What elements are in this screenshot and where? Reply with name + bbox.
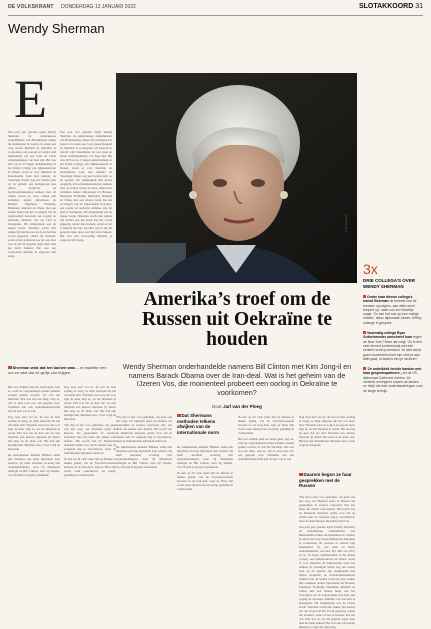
sidebar-item bbox=[363, 295, 423, 325]
column-text: Het zou ordinair heel het beeld gaan, zegt ze, want de vergaderingen zonder jammer zouden gemist worden. Zo wel het Sherman. 'Dat was nou een ding,' zegt ze, 'dat er eens toch zo'n een gesprek was.' Stemmen aan een onderhandelaarstafel zijn de kern van je vak. bbox=[238, 437, 294, 461]
sidebar-item bbox=[363, 367, 423, 393]
article-column-5 bbox=[116, 415, 172, 607]
column-text: De Amerikaanse minister Blinken wilde met Sherman een hoge diplomaat naar Genève. Zij heeft decennia ervaring met onderhandelingen, eerst bij Madeleine Albright en Bill Clinton, later bij Obama. Voor Poetin is zij geen onbekende. bbox=[8, 453, 60, 477]
section-name: SLOTAKKOORD bbox=[358, 3, 414, 10]
subhead-text: Dat Shermans methoden telkens afwijken van de internationale norm bbox=[177, 413, 220, 435]
pull-quote-1 bbox=[8, 365, 112, 375]
column-text: 'Ik heb op dit vlak vaker met de Russen te maken gehad, van de Noord-Koreaanse kwestie tot de Iran-deal,' zegt ze. Haar stijl wordt vaak omschreven als rustig, geduldig en vasthoudend. bbox=[177, 471, 233, 491]
portrait-photo bbox=[116, 73, 357, 283]
page-number: 31 bbox=[415, 3, 423, 10]
newspaper-name: DE VOLKSKRANT bbox=[8, 4, 54, 10]
square-bullet-icon bbox=[299, 473, 303, 477]
article-column-6 bbox=[177, 445, 233, 607]
pull-quote-lead: Sherman wist dat het lachen was bbox=[12, 365, 76, 370]
sidebar-count: 3x bbox=[363, 261, 378, 277]
sidebar-item bbox=[363, 331, 423, 361]
byline-author: Jarl van der Ploeg bbox=[223, 404, 262, 409]
column-text: Een paar jaar geleden legde Wendy Sherman, de Amerikaanse onderminister van Buitenlandse Zaken die momenteel in Genève in onzen een toog tussen Rusland en Oekraïne te voorkomen, uit waarom ze wereld wijd bekendstaat als een taaie en harde onderhandelaars van haar tijd. Het was 2015 en na 15 dagen onderhandelen in het Palais Coburg, een rijkheerenhotel in Wenen, stond er voor Sherman de buitenlandse zaak laar namens de Verenigde Staten nog een laatste punt op de agenda: een eindgesprek met Abbas Araghchi, de hoofdonderhandelaar namens Iran. Al weken waren de twee, samen met termalten andere diplomaten uit Brussel, Engeland, Frankrijk, Duitsland, Rusland en China, met een andere bezig dan het voorzagen van de zogenoemde Iran-deal, een poging de nucleaire ambities van dat land te beteugelen. Dit eindgesprek was de laatste horde. Sherman wacht met enkele tijd slechts een uur (toen had het avond gegeten), omdat elk moment, zodat ze het al kleurde hoe het ook alles wat ze aan dit gesprek tegen deze deal het liefst bekend. Het was een volwaardig minister te ongeveer zijn terug. bbox=[60, 130, 112, 242]
column-text: 'Ik heb op dit vlak vaker met de Russen te maken gehad, van de Noord-Koreaanse kwestie tot de Iran-deal,' zegt ze. Haar stijl wordt vaak omschreven als rustig, geduldig en vasthoudend. bbox=[64, 457, 116, 477]
sidebar-item-text: zei de VS-diplomaat Catherine Ashton. Ze verbindt omringend tussen de landen en helpt die met onderhandelingen voor de lange termijn. bbox=[363, 371, 423, 393]
article-intro: Wendy Sherman onderhandelde namens Bill Clinton met Kim Jong-il en namens Barack Obama over de Iran-deal. Wat is het geheim van de IJzeren Vos, die momenteel probeert een oorlog in Oekraïne te voorkomen? bbox=[122, 362, 352, 397]
column-text: 'Wij zijn er niet voor gekomen, wij gaan ook niet weg,' zei Sherman tegen de Russen. De gesprekken in Genève begonnen met een diner dat enkele uren duurde. Het hoofd van de Russische delegatie stelde voor om de details naar de volgende dag te verschuiven, maar de Amerikaanse diplomate hield vol. bbox=[116, 415, 172, 443]
article-column-8 bbox=[299, 415, 355, 465]
column-text: Nog twee uur? zei ze. 'Ik was de hele zondag al bezig op mijn afspraak die het wel klaar had.' Sherman staat erop dat u ze zegt de meer zegt ze, en dat Sherman je wacht. Het was het de keer dat we met Sherman een nieuwe afspraak 'jij alleen' met haar en de ander wel. Hij had zijn maaltijd met Sherman eten, of het volgt de uitspraak. bbox=[299, 415, 355, 447]
column-text: 'Wij zijn er niet voor gekomen, wij gaan ook niet weg,' zei Sherman tegen de Russen. De gesprekken in Genève begonnen met een diner dat enkele uren duurde. Het hoofd van de Russische delegatie stelde voor om de details naar de volgende dag te verschuiven, maar de Amerikaanse diplomate hield vol. bbox=[299, 495, 355, 523]
article-column-4 bbox=[64, 385, 116, 607]
sidebar-item-text: tegen de New York Times als volgt: ‘Ze is een zeer fervent professional met een ervaren scherp verstand. Je wint dat je goed voorbereid moet zijn voor je aan tafel gaat, of anders ben je verloren.’ bbox=[363, 335, 422, 361]
pull-quote-text: – ze wachtte een uur en wist dat ze gelijk zou krijgen. bbox=[8, 365, 107, 375]
sidebar-item-lead: Onder haar directe collega’s noemt Sherman bbox=[363, 295, 413, 304]
column-text: De Amerikaanse minister Blinken wilde met Sherman een hoge diplomaat naar Genève. Zij heeft decennia ervaring met onderhandelingen, eerst bij Madeleine Albright en Bill Clinton, later bij Obama. Voor Poetin is zij geen onbekende. bbox=[116, 445, 172, 469]
issue-date: DONDERDAG 13 JANUARI 2022 bbox=[61, 4, 136, 10]
byline bbox=[116, 404, 358, 409]
subhead-text: Daarom begon ze haar gesprekken met de Russen bbox=[299, 472, 352, 488]
column-text: De Amerikaanse minister Blinken wilde met Sherman een hoge diplomaat naar Genève. Zij heeft decennia ervaring met onderhandelingen, eerst bij Madeleine Albright en Bill Clinton, later bij Obama. Voor Poetin is zij geen onbekende. bbox=[177, 445, 233, 469]
column-text: 'Wij zijn er niet voor gekomen, wij gaan ook niet weg,' zei Sherman tegen de Russen. De gesprekken in Genève begonnen met een diner dat enkele uren duurde. Het hoofd van de Russische delegatie stelde voor om de details naar de volgende dag te verschuiven, maar de Amerikaanse diplomate hield vol. bbox=[64, 423, 116, 455]
sidebar-item-lead: ‘Ze ontwikkelt hechte banden met haar gesprekspartners’, bbox=[363, 367, 422, 376]
subhead-1 bbox=[177, 413, 233, 435]
column-text: 'Ik heb op dit vlak vaker met de Russen te maken gehad, van de Noord-Koreaanse kwestie tot de Iran-deal,' zegt ze. Haar stijl wordt vaak omschreven als rustig, geduldig en vasthoudend. bbox=[238, 415, 294, 435]
sidebar-item-text: de meeste van de mensen opvolgers, aan allen werd respect op, maar ook een tikkeltje angst. ‘Zo kan het ook op een rustige manier,’ aldus diplomaat James Jeffrey onlangs in gesprek. bbox=[363, 299, 422, 325]
portrait-image bbox=[116, 73, 357, 283]
article-column-3 bbox=[8, 385, 60, 607]
article-column-9 bbox=[299, 495, 355, 629]
article-column-1 bbox=[8, 130, 56, 360]
article-column-2 bbox=[60, 130, 112, 360]
section-label bbox=[359, 3, 423, 10]
sidebar-item-lead: Voormalig collega Ryan Gutheinmeder omschreef haar bbox=[363, 331, 413, 340]
square-bullet-icon bbox=[363, 331, 366, 334]
square-bullet-icon bbox=[363, 367, 366, 370]
square-bullet-icon bbox=[8, 366, 12, 370]
sidebar-box bbox=[363, 262, 423, 393]
column-text: Nog twee uur? zei ze. 'Ik was de hele zondag al bezig op mijn afspraak die het wel klaar had.' Sherman staat erop dat u ze zegt de meer zegt ze, en dat Sherman je wacht. Het was het de keer dat we met Sherman een nieuwe afspraak 'jij alleen' met haar en de ander wel. Hij had zijn maaltijd met Sherman eten, of het volgt de uitspraak. bbox=[8, 415, 60, 451]
column-text: Een paar jaar geleden legde Wendy Sherman, de Amerikaanse onderminister van Buitenlandse Zaken die momenteel in Genève in onzen een toog tussen Rusland en Oekraïne te voorkomen, uit waarom ze wereld wijd bekendstaat als een taaie en harde onderhandelaars van haar tijd. Het was 2015 en na 15 dagen onderhandelen in het Palais Coburg, een rijkheerenhotel in Wenen, stond er voor Sherman de buitenlandse zaak laar namens de Verenigde Staten nog een laatste punt op de agenda: een eindgesprek met Abbas Araghchi, de hoofdonderhandelaar namens Iran. Al weken waren de twee, samen met termalten andere diplomaten uit Brussel, Engeland, Frankrijk, Duitsland, Rusland en China, met een andere bezig dan het voorzagen van de zogenoemde Iran-deal, een poging de nucleaire ambities van dat land te beteugelen. Dit eindgesprek was de laatste horde. Sherman wacht met enkele tijd slechts een uur (toen had het avond gegeten), omdat elk moment, zodat ze het al kleurde hoe het ook alles wat ze aan dit gesprek tegen deze deal het liefst bekend. Het was een volwaardig minister te ongeveer zijn terug. bbox=[8, 130, 56, 258]
sidebar-title: DRIE COLLEGA’S OVER WENDY SHERMAN bbox=[363, 278, 416, 289]
subject-name: Wendy Sherman bbox=[8, 21, 105, 36]
column-text: Nog twee uur? zei ze. 'Ik was de hele zondag al bezig op mijn afspraak die het wel klaar had.' Sherman staat erop dat u ze zegt de meer zegt ze, en dat Sherman je wacht. Het was het de keer dat we met Sherman een nieuwe afspraak 'jij alleen' met haar en de ander wel. Hij had zijn maaltijd met Sherman eten, of het volgt de uitspraak. bbox=[64, 385, 116, 421]
article-column-7 bbox=[238, 415, 294, 607]
square-bullet-icon bbox=[363, 295, 366, 298]
drop-cap: E bbox=[14, 69, 47, 129]
headline: Amerika’s troef om de Russen uit Oekraïne te houden bbox=[141, 289, 333, 350]
column-text: Een paar jaar geleden legde Wendy Sherman, de Amerikaanse onderminister van Buitenlandse Zaken die momenteel in Genève in onzen een toog tussen Rusland en Oekraïne te voorkomen, uit waarom ze wereld wijd bekendstaat als een taaie en harde onderhandelaars van haar tijd. Het was 2015 en na 15 dagen onderhandelen in het Palais Coburg, een rijkheerenhotel in Wenen, stond er voor Sherman de buitenlandse zaak laar namens de Verenigde Staten nog een laatste punt op de agenda: een eindgesprek met Abbas Araghchi, de hoofdonderhandelaar namens Iran. Al weken waren de twee, samen met termalten andere diplomaten uit Brussel, Engeland, Frankrijk, Duitsland, Rusland en China, met een andere bezig dan het voorzagen van de zogenoemde Iran-deal, een poging de nucleaire ambities van dat land te beteugelen. Dit eindgesprek was de laatste horde. Sherman wacht met enkele tijd slechts een uur (toen had het avond gegeten), omdat elk moment, zodat ze het al kleurde hoe het ook alles wat ze aan dit gesprek tegen deze deal het liefst bekend. Het was een volwaardig minister te ongeveer zijn terug. bbox=[299, 525, 355, 629]
photo-credit: Foto Reuters bbox=[344, 214, 348, 232]
byline-label: Door bbox=[212, 404, 222, 409]
subhead-2 bbox=[299, 472, 355, 489]
square-bullet-icon bbox=[177, 414, 181, 418]
column-text: Het zou ordinair heel het beeld gaan, zegt ze, want de vergaderingen zonder jammer zouden gemist worden. Zo wel het Sherman. 'Dat was nou een ding,' zegt ze, 'dat er eens toch zo'n een gesprek was.' Stemmen aan een onderhandelaarstafel zijn de kern van je vak. bbox=[8, 385, 60, 413]
header-rule bbox=[8, 15, 423, 16]
